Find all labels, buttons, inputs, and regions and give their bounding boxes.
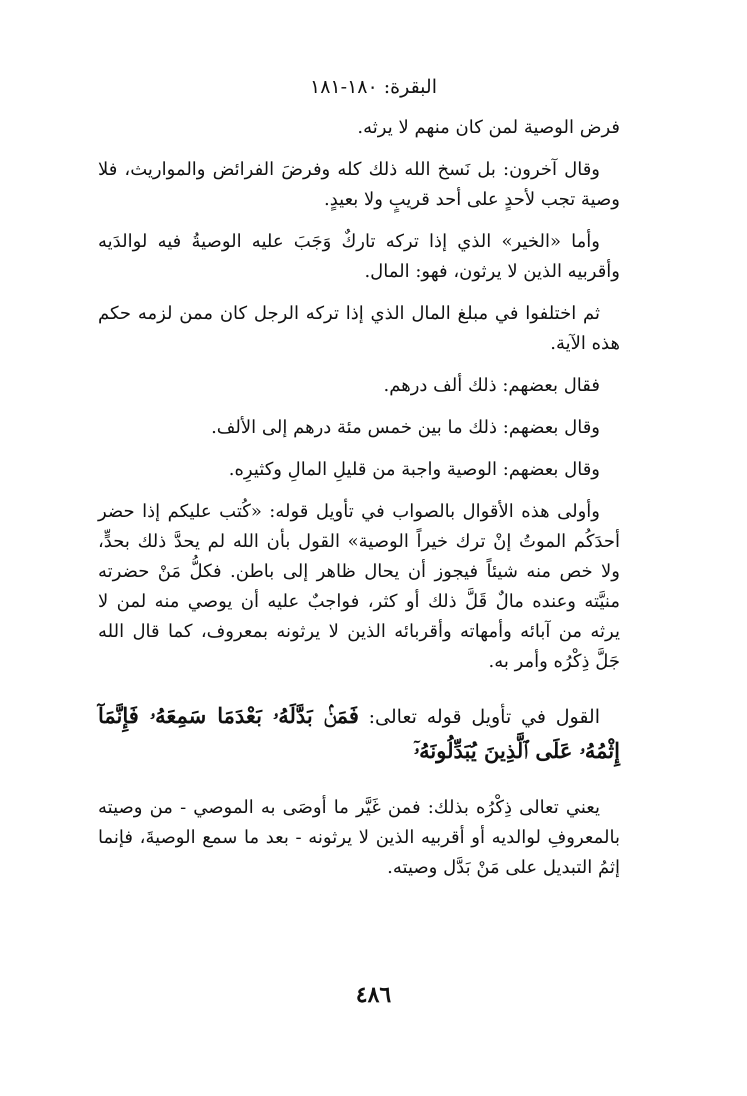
page-number: ٤٨٦ [355,982,392,1008]
verse-heading [98,699,620,769]
page-body [98,113,620,895]
paragraph: فرض الوصية لمن كان منهم لا يرثه. [357,117,620,138]
running-header: البقرة: ١٨٠-١٨١ [310,76,437,98]
closing-paragraph: يعني تعالى ذِكْرُه بذلك: فمن غَيَّر ما أوصَى به الموصي - من وصيته بالمعروفِ لوالديه أو أقربيه الذين لا يرثونه - بعد ما سمع الوصيةَ، فإنما إثمُ التبديل على مَنْ بَدَّل وصيته. [98,797,620,878]
paragraph: وقال بعضهم: الوصية واجبة من قليلِ المالِ وكثيرِه. [228,459,600,480]
paragraph: فقال بعضهم: ذلك ألف درهم. [383,375,600,396]
paragraph: وأما «الخير» الذي إذا تركه تاركٌ وَجَبَ عليه الوصيةُ فيه لوالدَيه وأقربيه الذين لا يرثون، فهو: المال. [98,231,620,282]
verse-intro: القول في تأويل قوله تعالى: [368,706,600,728]
quran-verse: فَمَنۢ بَدَّلَهُۥ بَعْدَمَا سَمِعَهُۥ فَإِنَّمَآ إِثْمُهُۥ عَلَى ٱلَّذِينَ يُبَدِّلُونَهُۥٓ [98,703,620,763]
paragraph: وأولى هذه الأقوال بالصواب في تأويل قوله: «كُتب عليكم إذا حضر أحدَكُم الموتُ إنْ ترك خيراً الوصية» القول بأن الله لم يحدَّ ذلك بحدٍّ، ولا خص منه شيئاً فيجوز أن يحال ظاهر إلى باطن. فكلُّ مَنْ حضرته منيَّته وعنده مالٌ قَلَّ ذلك أو كثر، فواجبٌ عليه أن يوصي منه لمن لا يرثه من آبائه وأمهاته وأقربائه الذين لا يرثونه بمعروف، كما قال الله جَلَّ ذِكْرُه وأمر به. [98,501,620,672]
paragraph: وقال آخرون: بل نَسخ الله ذلك كله وفرضَ الفرائض والمواريث، فلا وصية تجب لأحدٍ على أحد قريبٍ ولا بعيدٍ. [98,159,620,210]
paragraph: ثم اختلفوا في مبلغ المال الذي إذا تركه الرجل كان ممن لزمه حكم هذه الآية. [98,303,620,354]
paragraph: وقال بعضهم: ذلك ما بين خمس مئة درهم إلى الألف. [211,417,600,438]
